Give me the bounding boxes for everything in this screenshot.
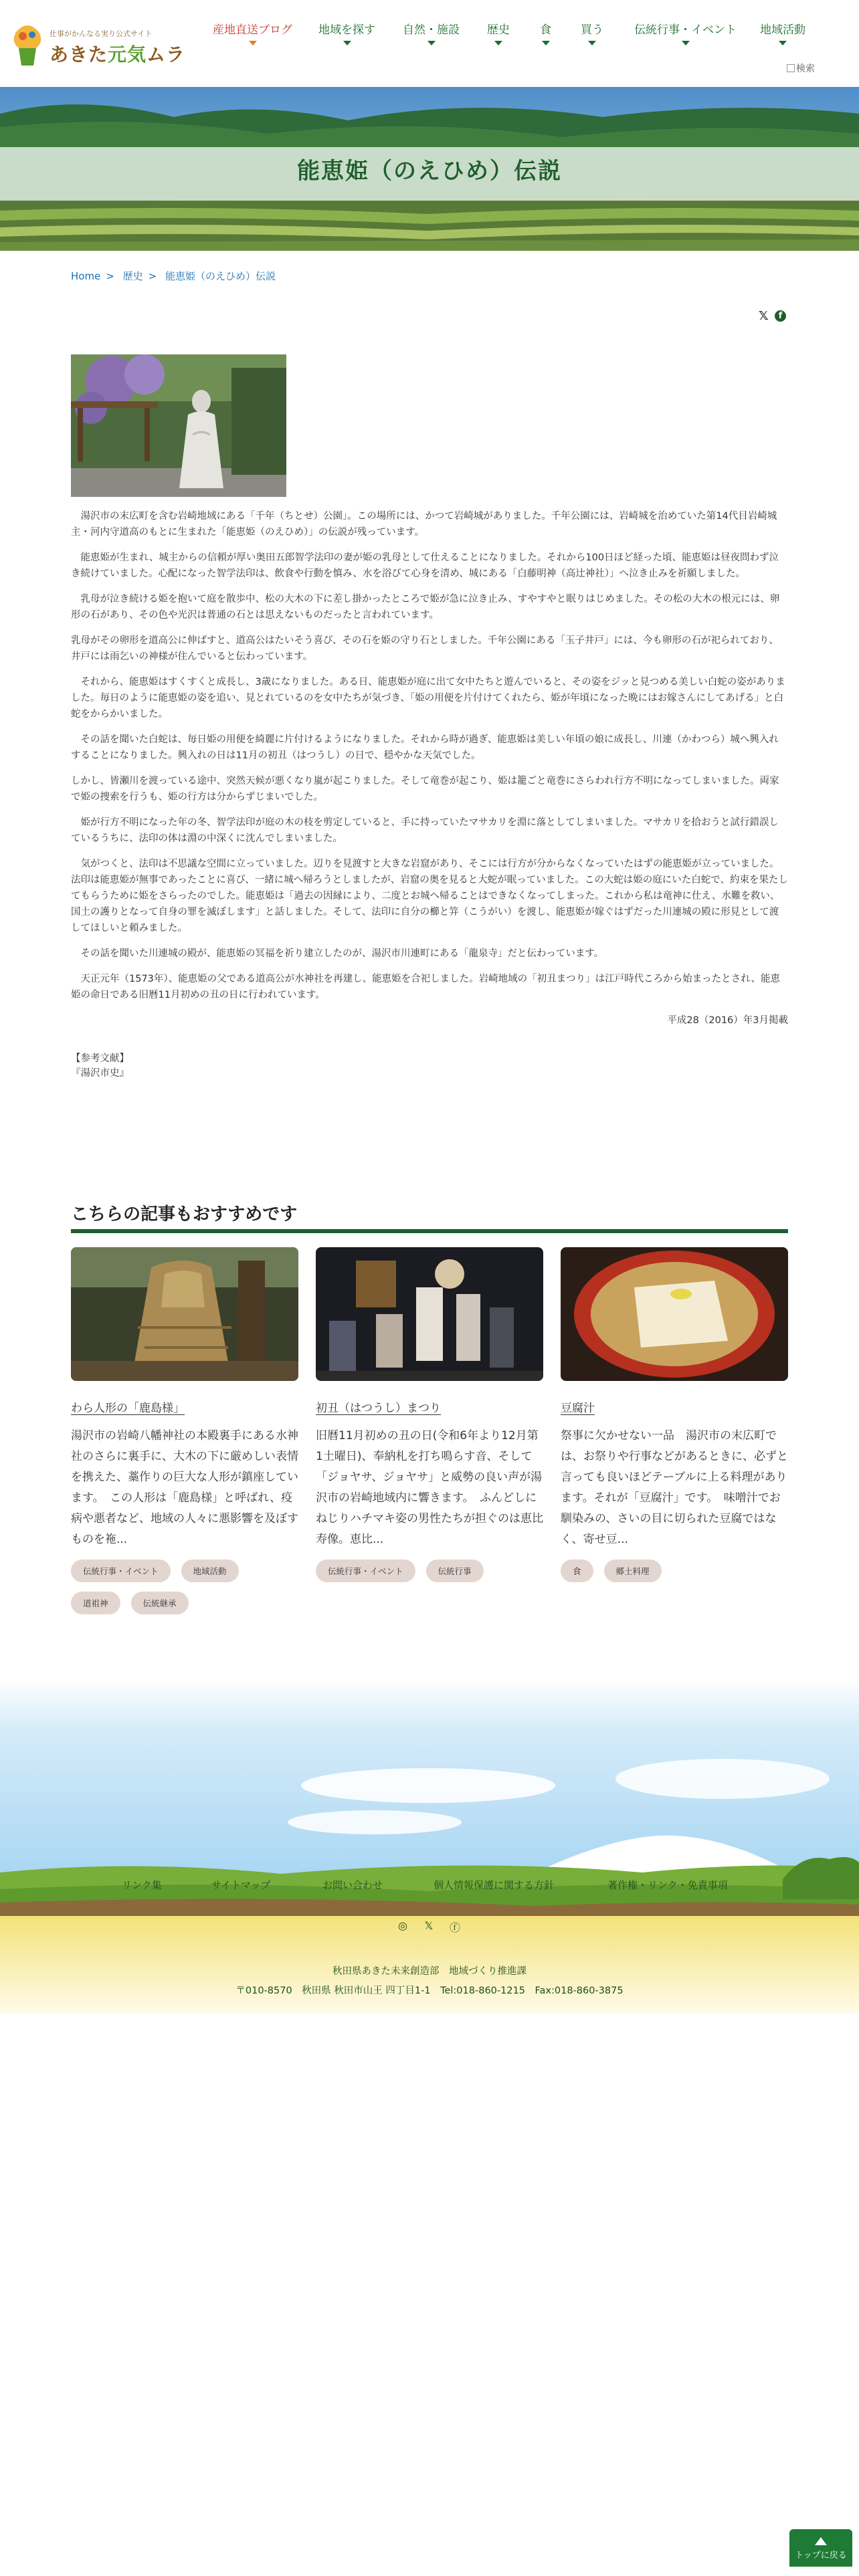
card-image-straw-doll[interactable] [71, 1247, 298, 1381]
tag[interactable]: 地域活動 [181, 1560, 239, 1582]
published-date: 平成28（2016）年3月掲載 [667, 1015, 788, 1026]
recommend-card[interactable] [561, 1247, 788, 1592]
footer-link-copyright[interactable]: 著作権・リンク・免責事項 [607, 1879, 728, 1891]
article-paragraph: 乳母が泣き続ける姫を抱いて庭を散歩中、松の大木の下に差し掛かったところで姫が急に泣き止み、すやすやと眠りはじめました。その松の大木の根元には、卵形の石があり、その色や光沢は普通の石とは思えないものだったと言われています。 [71, 594, 780, 621]
statue-photo-image [71, 354, 286, 497]
arrow-up-icon [815, 2537, 827, 2545]
card-excerpt: 旧暦11月初めの丑の日(令和6年より12月第1土曜日)、奉納札を打ち鳴らす音、そして「ジョヤサ、ジョヤサ」と威勢の良い声が湯沢市の岩崎地域内に響きます。 ふんどしにねじりハチマキ姿の男性たちが担ぐのは恵比寿像。恵比... [316, 1429, 543, 1546]
card-tags [316, 1560, 543, 1592]
x-icon[interactable]: 𝕏 [424, 1919, 434, 1932]
footer-link-contact[interactable]: お問い合わせ [322, 1879, 383, 1891]
site-logo[interactable] [9, 19, 186, 70]
recommend-heading: こちらの記事もおすすめです [71, 1200, 788, 1233]
chevron-down-icon [343, 41, 351, 45]
nav-item-shop[interactable]: 買う [581, 20, 603, 45]
article-photo-statue [71, 354, 286, 497]
card-tags [561, 1560, 788, 1592]
breadcrumb-home[interactable]: Home [71, 270, 101, 282]
logo-tagline: 仕事がかんなる実り公式サイト [50, 29, 153, 38]
tag[interactable]: 道祖神 [71, 1592, 120, 1614]
breadcrumb-current[interactable]: 能恵姫（のえひめ）伝説 [165, 270, 276, 282]
article-paragraph: それから、能恵姫はすくすくと成長し、3歳になりました。ある日、能恵姫が庭に出て女中たちと遊んでいると、その姿をジッと見つめる美しい白蛇の姿がありました。毎日のように能恵姫の姿を追い、見とれているのを女中たちが気づき、「姫の用便を片付けてくれたら、姫が年頃になった晩にはお嫁さんにしてあげる」と白蛇をからかいました。 [71, 677, 785, 720]
card-title[interactable]: わら人形の「鹿島様」 [71, 1402, 185, 1415]
card-excerpt: 祭事に欠かせない一品 湯沢市の末広町では、お祭りや行事などがあるときに、必ずと言っても良いほどテーブルに上る料理があります。それが「豆腐汁」です。 味噌汁でお馴染みの、さいの目に切られた豆腐ではなく、寄せ豆... [561, 1429, 788, 1546]
x-icon[interactable]: 𝕏 [759, 309, 769, 323]
article-paragraph: その話を聞いた川連城の殿が、能恵姫の冥福を祈り建立したのが、湯沢市川連町にある「龍泉寺」だと伝わっています。 [80, 948, 604, 959]
tag[interactable]: 伝統継承 [131, 1592, 189, 1614]
card-title[interactable]: 初丑（はつうし）まつり [316, 1402, 441, 1415]
card-excerpt: 湯沢市の岩崎八幡神社の本殿裏手にある水神社のさらに裏手に、大木の下に厳めしい表情を携えた、藁作りの巨大な人形が鎮座しています。 この人形は「鹿島様」と呼ばれ、疫病や悪者など、地域の人々に悪影響を及ぼすものを袘... [71, 1429, 298, 1546]
search-icon [787, 64, 795, 72]
nav-item-nature[interactable]: 自然・施設 [403, 20, 460, 45]
site-header [0, 0, 859, 87]
card-tags [71, 1560, 298, 1624]
tag[interactable]: 伝統行事 [426, 1560, 484, 1582]
card-image-festival[interactable] [316, 1247, 543, 1381]
footer-link-links[interactable]: リンク集 [122, 1879, 162, 1891]
chevron-down-icon [542, 41, 550, 45]
tag[interactable]: 郷土料理 [604, 1560, 662, 1582]
breadcrumb [71, 269, 281, 283]
share-buttons [759, 309, 788, 322]
footer-link-privacy[interactable]: 個人情報保護に関する方針 [434, 1879, 555, 1891]
tofu-soup-image [561, 1247, 788, 1381]
festival-image [316, 1247, 543, 1381]
nav-item-history[interactable]: 歴史 [487, 20, 510, 45]
tag[interactable]: 伝統行事・イベント [71, 1560, 171, 1582]
nav-item-events[interactable]: 伝統行事・イベント [634, 20, 737, 45]
facebook-icon[interactable]: f [775, 310, 786, 322]
article-paragraph: 天正元年（1573年）、能恵姫の父である道高公が水神社を再建し、能恵姫を合祀しました。岩崎地域の「初丑まつり」は江戸時代ころから始まったとされ、能恵姫の命日である旧暦11月初めの丑の日に行われています。 [71, 974, 781, 1000]
nav-item-area[interactable]: 地域を探す [318, 20, 375, 45]
breadcrumb-history[interactable]: 歴史 [122, 270, 143, 282]
recommend-card[interactable] [316, 1247, 543, 1592]
reference-item: 『湯沢市史』 [71, 1068, 129, 1079]
tag[interactable]: 伝統行事・イベント [316, 1560, 415, 1582]
recommend-card[interactable] [71, 1247, 298, 1624]
breadcrumb-separator: > [148, 270, 157, 282]
hero-banner [0, 87, 859, 251]
facebook-icon[interactable]: ⓕ [449, 1921, 460, 1934]
chevron-down-icon [588, 41, 596, 45]
page-title: 能恵姫（のえひめ）伝説 [297, 158, 562, 185]
nav-item-food[interactable]: 食 [540, 20, 551, 45]
article-paragraph: 気がつくと、法印は不思議な空間に立っていました。辺りを見渡すと大きな岩窟があり、そこには行方が分からなくなっていたはずの能恵姫が立っていました。法印は能恵姫が無事であったことに喜び、一緒に城へ帰ろうとしましたが、岩窟の奥を見ると大蛇が眠っていました。この大蛇は姫の庭にいた白蛇で、約束を果たしてもらうために姫をさらったのでした。能恵姫は「過去の因縁により、二度とお城へ帰ることはできなくなってしまった。これから私は竜神に仕え、水難を救い、国土の護りとなって自身の罪を滅ぼします」と話しました。そして、法印に自分の櫛と笄（こうがい）を渡し、能恵姫が嫁ぐはずだった川連城の殿に形見として渡してほしいと頼みました。 [71, 859, 788, 934]
card-image-tofu-soup[interactable] [561, 1247, 788, 1381]
chevron-down-icon [249, 41, 257, 45]
nav-item-blog[interactable]: 産地直送ブログ [213, 20, 292, 45]
article-paragraph: 乳母がその卵形を道高公に伸ばすと、道高公はたいそう喜び、その石を姫の守り石としました。千年公園にある「玉子井戸」には、今も卵形の石が祀られており、井戸には雨乞いの神様が住んでいると伝わっています。 [71, 635, 779, 662]
logo-mark-icon [9, 19, 45, 70]
card-title[interactable]: 豆腐汁 [561, 1402, 595, 1415]
breadcrumb-separator: > [106, 270, 114, 282]
article-body [71, 508, 788, 1081]
instagram-icon[interactable]: ◎ [398, 1919, 407, 1932]
tag[interactable]: 食 [561, 1560, 593, 1582]
article-paragraph: その話を聞いた白蛇は、毎日姫の用便を綺麗に片付けるようになりました。それから時が過ぎ、能恵姫は美しい年頃の娘に成長し、川連（かわつら）城へ興入れすることになりました。興入れの日は11月の初丑（はつうし）の日で、穏やかな天気でした。 [71, 734, 779, 761]
chevron-down-icon [494, 41, 502, 45]
article-paragraph: 湯沢市の末広町を含む岩崎地域にある「千年（ちとせ）公園」。この場所には、かつて岩崎城がありました。千年公園には、岩崎城を治めていた第14代目岩崎城主・河内守道高のもとに生まれた「能恵姫（のえひめ）」の伝説が残っています。 [71, 511, 777, 538]
references [71, 1051, 788, 1081]
footer-link-sitemap[interactable]: サイトマップ [211, 1879, 271, 1891]
references-heading: 【参考文献】 [71, 1053, 129, 1064]
chevron-down-icon [779, 41, 787, 45]
article-paragraph: 能恵姫が生まれ、城主からの信頼が厚い奥田五郎智学法印の妻が姫の乳母として仕えることになりました。それから100日ほど経った頃、能恵姫は昼夜問わず泣き続けていました。心配になった智学法印は、飲食や行動を慎み、水を浴びて心身を清め、城にある「白藤明神（高辻神社）」へ泣き止みを祈願しました。 [71, 552, 779, 579]
footer-address: 〒010-8570 秋田県 秋田市山王 四丁目1-1 Tel:018-860-1215 Fax:018-860-3875 [235, 1985, 624, 1996]
back-to-top-button[interactable]: トップに戻る [789, 2529, 852, 2567]
chevron-down-icon [427, 41, 436, 45]
search-button[interactable]: 検索 [787, 62, 815, 75]
site-footer [0, 1679, 859, 2013]
footer-landscape-image [0, 1679, 859, 2013]
logo-name: あきた元気ムラ [50, 43, 186, 66]
chevron-down-icon [682, 41, 690, 45]
article-paragraph: 姫が行方不明になった年の冬、智学法印が庭の木の枝を剪定していると、手に持っていたマサカリを淵に落としてしまいました。マサカリを拾おうと試行錯誤しているうちに、法印の体は淵の中深くに沈んでしまいました。 [71, 817, 779, 844]
footer-organization: 秋田県あきた未来創造部 地域づくり推進課 [332, 1966, 527, 1977]
straw-doll-image [71, 1247, 298, 1381]
nav-item-community[interactable]: 地域活動 [760, 20, 805, 45]
article-paragraph: しかし、皆瀬川を渡っている途中、突然天候が悪くなり嵐が起こりました。そして竜巻が起こり、姫は籠ごと竜巻にさらわれ行方不明になってしまいました。両家で姫の捜索を行うも、姫の行方は分からずじまいでした。 [71, 776, 779, 802]
